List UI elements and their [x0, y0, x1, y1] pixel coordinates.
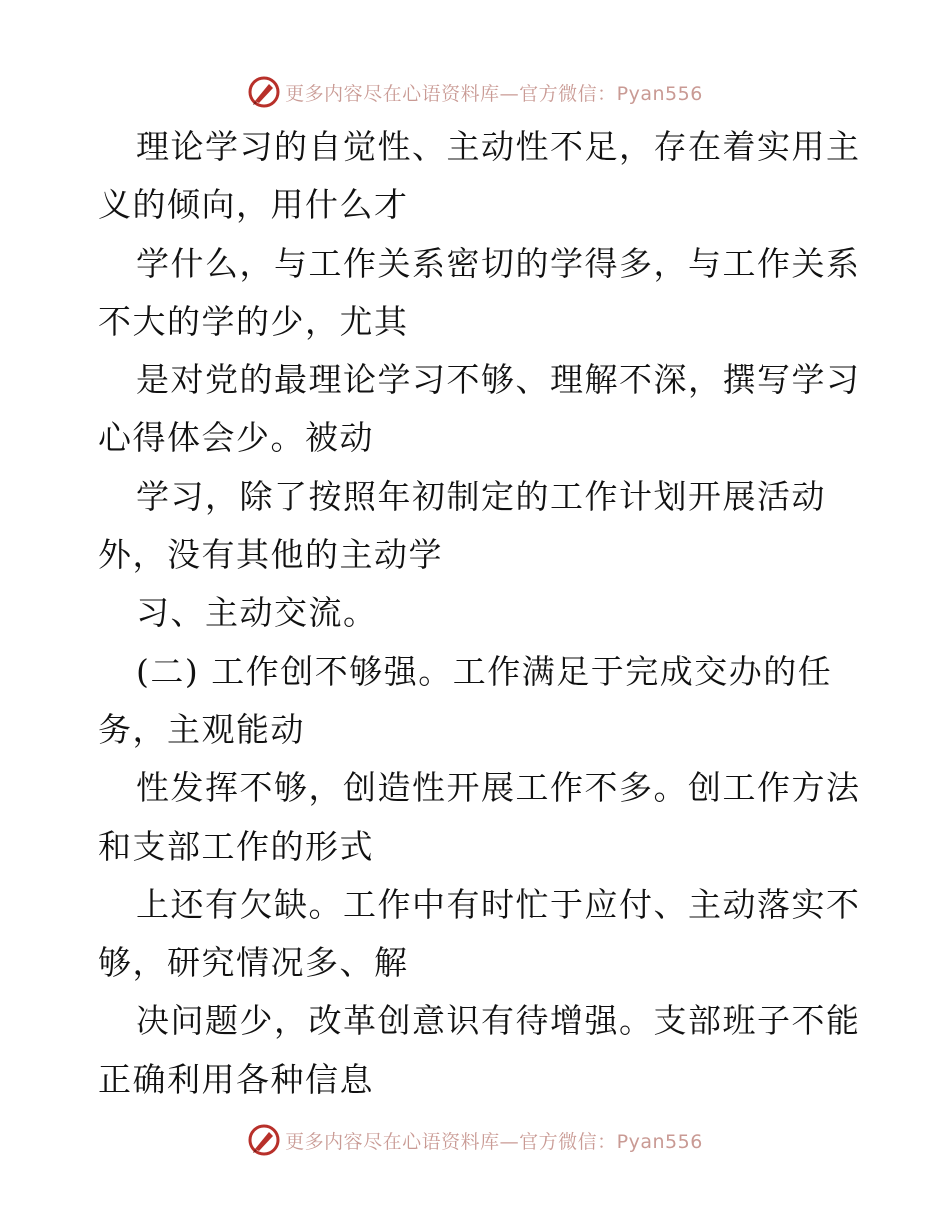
- text-line: 习、主动交流。: [136, 593, 378, 633]
- text-line: 外，没有其他的主动学: [98, 535, 443, 575]
- header-watermark: [0, 70, 950, 114]
- text-line: 务，主观能动: [98, 709, 305, 749]
- pen-logo-icon: [247, 75, 281, 109]
- text-line: 不大的学的少，尤其: [98, 301, 409, 341]
- text-line: 学习，除了按照年初制定的工作计划开展活动: [136, 476, 826, 516]
- text-line: 和支部工作的形式: [98, 826, 374, 866]
- text-line: 决问题少，改革创意识有待增强。支部班子不能: [136, 1001, 861, 1041]
- pen-logo-icon: [247, 1123, 281, 1157]
- watermark-text: 更多内容尽在心语资料库—官方微信：: [285, 1130, 617, 1153]
- text-line: 义的倾向，用什么才: [98, 185, 409, 225]
- text-line: (二) 工作创不够强。工作满足于完成交办的任: [136, 651, 833, 691]
- text-line: 理论学习的自觉性、主动性不足，存在着实用主: [136, 127, 861, 166]
- text-line: 够，研究情况多、解: [98, 943, 409, 983]
- document-body: [98, 118, 861, 1109]
- watermark-wechat-id: Pyan556: [616, 82, 703, 105]
- text-line: 正确利用各种信息: [98, 1059, 374, 1099]
- text-line: 上还有欠缺。工作中有时忙于应付、主动落实不: [136, 884, 861, 924]
- watermark-text: 更多内容尽在心语资料库—官方微信：: [285, 82, 617, 105]
- text-line: 心得体会少。被动: [98, 418, 374, 458]
- text-line: 是对党的最理论学习不够、理解不深，撰写学习: [136, 360, 861, 400]
- text-line: 性发挥不够，创造性开展工作不多。创工作方法: [136, 768, 861, 808]
- text-line: 学什么，与工作关系密切的学得多，与工作关系: [136, 243, 861, 283]
- watermark-wechat-id: Pyan556: [616, 1130, 703, 1153]
- footer-watermark: [0, 1118, 950, 1162]
